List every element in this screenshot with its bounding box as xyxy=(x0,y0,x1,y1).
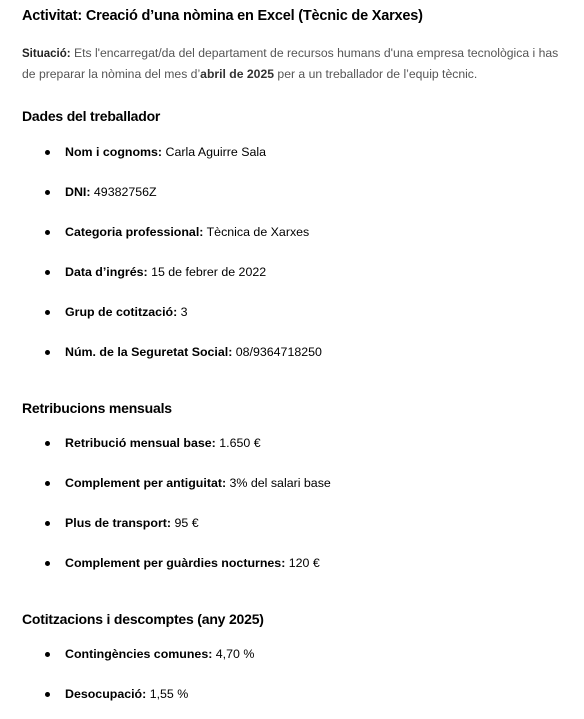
item-value: 4,70 % xyxy=(212,647,255,661)
item-value: 120 € xyxy=(285,556,320,570)
bullet-icon xyxy=(45,441,50,446)
bullet-icon xyxy=(45,481,50,486)
situation-emphasis: abril de 2025 xyxy=(200,67,275,81)
item-label: DNI: xyxy=(65,185,91,199)
bullet-icon xyxy=(45,310,50,315)
bullet-icon xyxy=(45,190,50,195)
item-label: Plus de transport: xyxy=(65,516,172,530)
situation-text-1: Ets l'encarregat/da del departament de recursos humans d'una empresa tecnològica i has de preparar la nòmina del mes d’ xyxy=(22,46,559,81)
item-label: Núm. de la Seguretat Social: xyxy=(65,345,233,359)
item-label: Retribució mensual base: xyxy=(65,436,216,450)
item-value: 15 de febrer de 2022 xyxy=(147,265,267,279)
situation-paragraph xyxy=(22,43,570,84)
item-value: 3 xyxy=(177,305,188,319)
item-value: Tècnica de Xarxes xyxy=(203,225,310,239)
section-heading-worker-data: Dades del treballador xyxy=(22,108,161,124)
bullet-icon xyxy=(45,350,50,355)
bullet-icon xyxy=(45,561,50,566)
bullet-icon xyxy=(45,692,50,697)
item-label: Grup de cotització: xyxy=(65,305,178,319)
item-label: Complement per antiguitat: xyxy=(65,476,227,490)
item-value: 1.650 € xyxy=(215,436,261,450)
item-label: Desocupació: xyxy=(65,687,147,701)
item-label: Categoria professional: xyxy=(65,225,204,239)
item-value: 1,55 % xyxy=(146,687,189,701)
item-label: Complement per guàrdies nocturnes: xyxy=(65,556,286,570)
item-value: 95 € xyxy=(171,516,199,530)
bullet-icon xyxy=(45,150,50,155)
item-label: Nom i cognoms: xyxy=(65,145,163,159)
situation-text-2: per a un treballador de l’equip tècnic. xyxy=(274,67,478,81)
item-label: Data d’ingrés: xyxy=(65,265,148,279)
item-label: Contingències comunes: xyxy=(65,647,213,661)
item-value: 49382756Z xyxy=(90,185,157,199)
bullet-icon xyxy=(45,521,50,526)
section-heading-monthly-pay: Retribucions mensuals xyxy=(22,400,172,416)
situation-lead: Situació: xyxy=(22,48,71,60)
bullet-icon xyxy=(45,652,50,657)
bullet-icon xyxy=(45,230,50,235)
section-heading-contributions: Cotitzacions i descomptes (any 2025) xyxy=(22,611,264,627)
item-value: 3% del salari base xyxy=(226,476,331,490)
bullet-icon xyxy=(45,270,50,275)
item-value: Carla Aguirre Sala xyxy=(162,145,267,159)
page-title: Activitat: Creació d’una nòmina en Excel (Tècnic de Xarxes) xyxy=(22,8,423,24)
item-value: 08/9364718250 xyxy=(232,345,322,359)
